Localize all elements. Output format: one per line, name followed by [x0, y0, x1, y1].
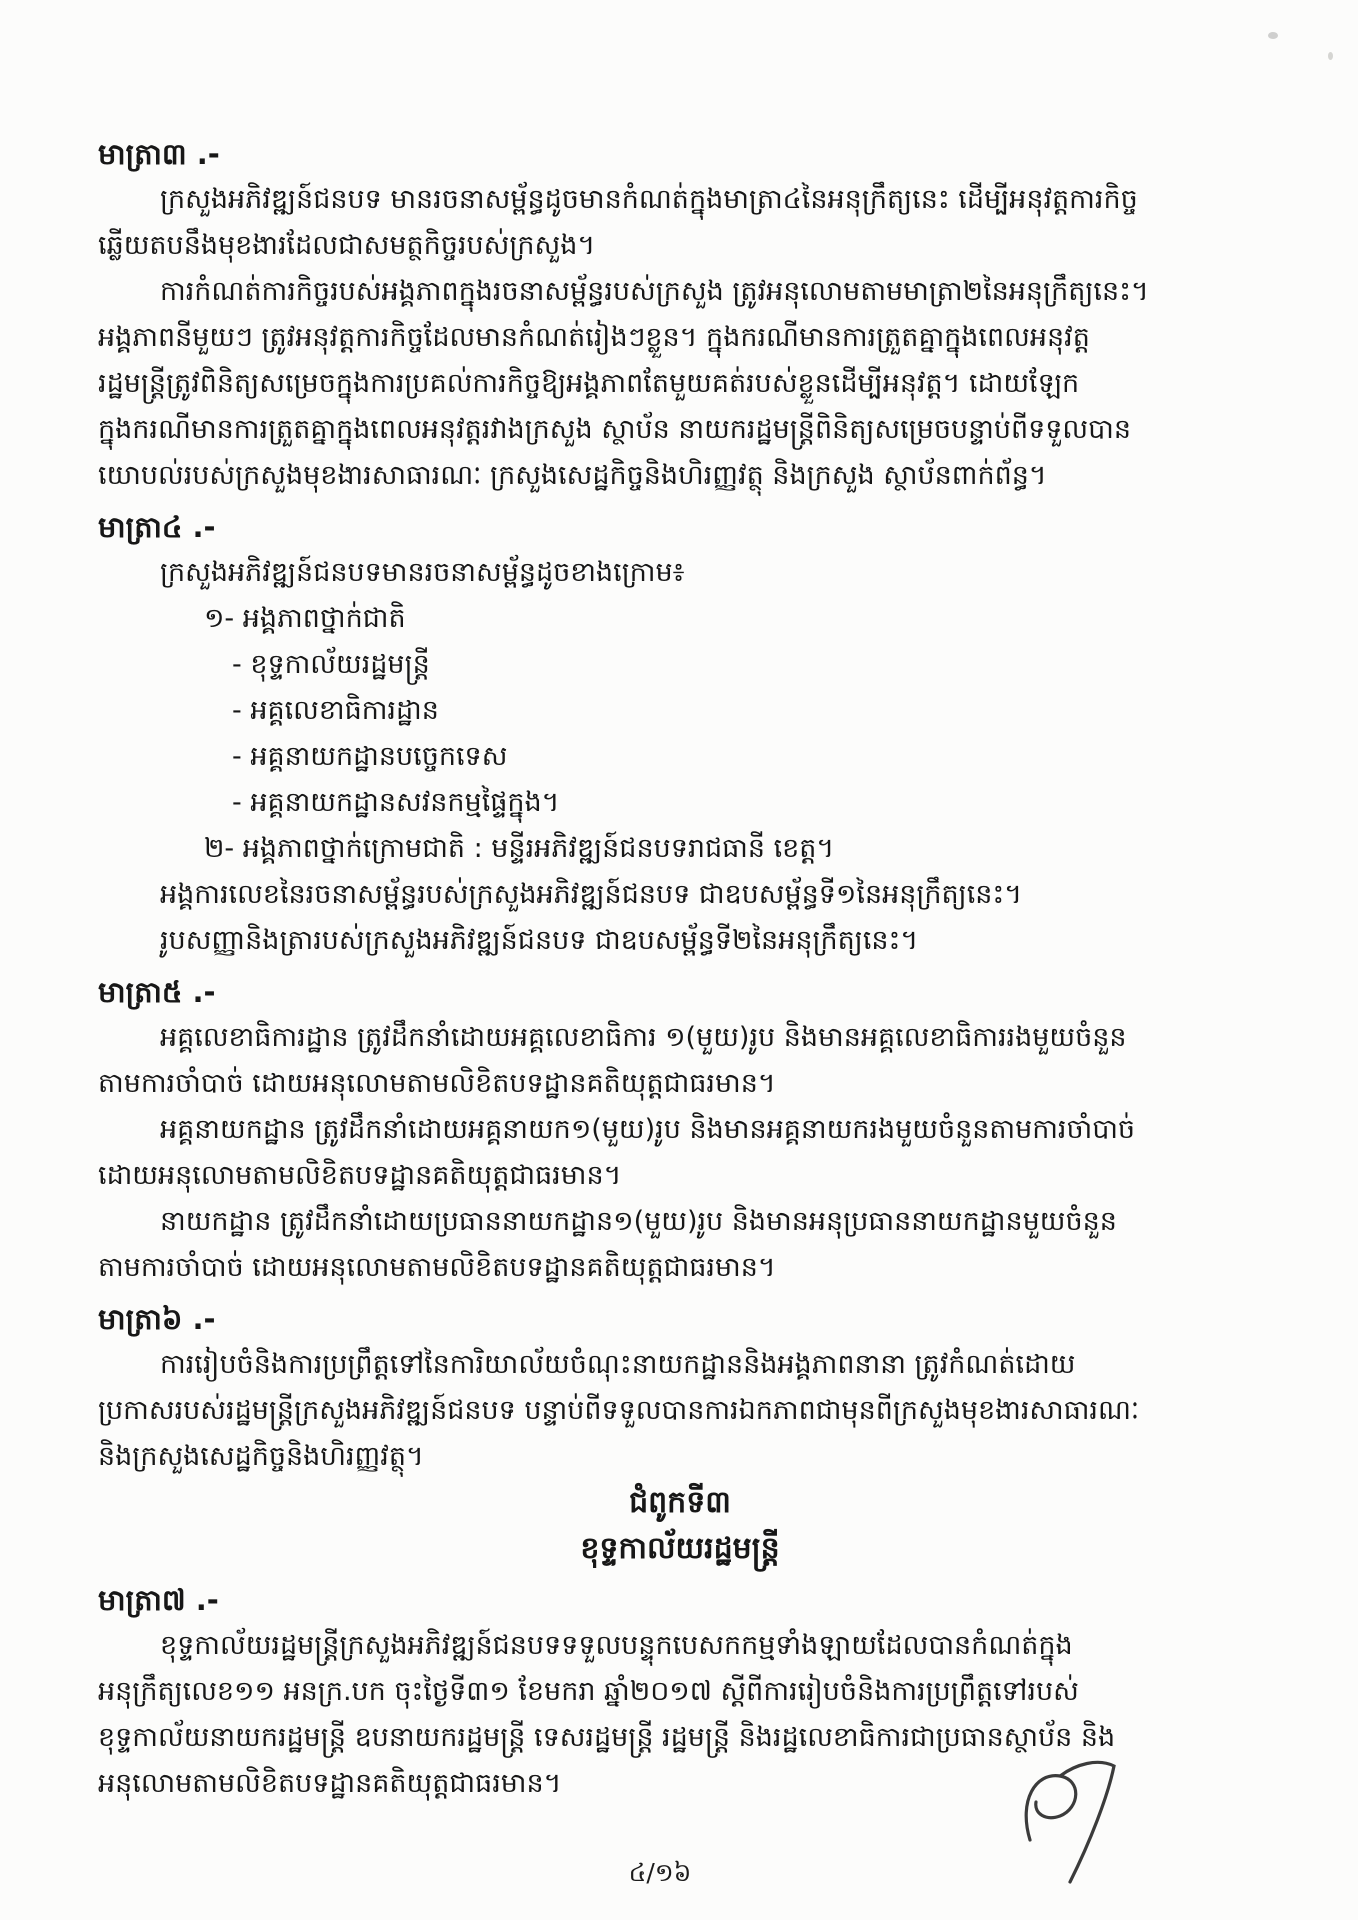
list-item-level2: - អគ្គនាយកដ្ឋានបច្ចេកទេស — [232, 741, 508, 772]
paragraph-line: និងក្រសួងសេដ្ឋកិច្ចនិងហិរញ្ញវត្ថុ។ — [98, 1441, 424, 1472]
paragraph-line: ខុទ្ទកាល័យរដ្ឋមន្ត្រីក្រសួងអភិវឌ្ឍន៍ជនបទទទួលបន្ទុកបេសកកម្មទាំងឡាយដែលបានកំណត់ក្នុង — [160, 1630, 1073, 1661]
paragraph-line: ការកំណត់ការកិច្ចរបស់អង្គភាពក្នុងរចនាសម្ព័ន្ធរបស់ក្រសួង ត្រូវអនុលោមតាមមាត្រា២នៃអនុក្រឹត្យនេះ។ — [160, 276, 1149, 307]
chapter-subheading: ខុទ្ទកាល័យរដ្ឋមន្ត្រី — [580, 1531, 780, 1566]
paragraph-line: តាមការចាំបាច់ ដោយអនុលោមតាមលិខិតបទដ្ឋានគតិយុត្តជាធរមាន។ — [98, 1252, 776, 1283]
list-item-level1: ២- អង្គភាពថ្នាក់ក្រោមជាតិ : មន្ទីរអភិវឌ្ឍន៍ជនបទរាជធានី ខេត្ត។ — [204, 833, 835, 864]
paragraph-line: អនុក្រឹត្យលេខ១១ អនក្រ.បក ចុះថ្ងៃទី៣១ ខែមករា ឆ្នាំ២០១៧ ស្តីពីការរៀបចំនិងការប្រព្រឹត្តទៅរបស់ — [98, 1676, 1079, 1707]
paragraph-line: ក្រសួងអភិវឌ្ឍន៍ជនបទមានរចនាសម្ព័ន្ធដូចខាងក្រោម៖ — [160, 557, 685, 588]
article-heading: មាត្រា៥ .- — [98, 975, 216, 1009]
paragraph-line: អគ្គលេខាធិការដ្ឋាន ត្រូវដឹកនាំដោយអគ្គលេខាធិការ ១(មួយ)រូប និងមានអគ្គលេខាធិការរងមួយចំនួន — [160, 1022, 1127, 1053]
paragraph-line: ការរៀបចំនិងការប្រព្រឹត្តទៅនៃការិយាល័យចំណុះនាយកដ្ឋាននិងអង្គភាពនានា ត្រូវកំណត់ដោយ — [160, 1349, 1076, 1380]
paragraph-line: អគ្គនាយកដ្ឋាន ត្រូវដឹកនាំដោយអគ្គនាយក១(មួយ)រូប និងមានអគ្គនាយករងមួយចំនួនតាមការចាំបាច់ — [160, 1114, 1136, 1145]
paragraph-line: តាមការចាំបាច់ ដោយអនុលោមតាមលិខិតបទដ្ឋានគតិយុត្តជាធរមាន។ — [98, 1068, 776, 1099]
document-body — [98, 126, 1262, 1807]
paragraph-line: រដ្ឋមន្ត្រីត្រូវពិនិត្យសម្រេចក្នុងការប្រគល់ការកិច្ចឱ្យអង្គភាពតែមួយគត់របស់ខ្លួនដើម្បីអនុវត្ត។ ដោយឡែក — [98, 368, 1080, 399]
paragraph-line: អនុលោមតាមលិខិតបទដ្ឋានគតិយុត្តជាធរមាន។ — [98, 1768, 562, 1799]
paragraph-line: ដោយអនុលោមតាមលិខិតបទដ្ឋានគតិយុត្តជាធរមាន។ — [98, 1160, 622, 1191]
paragraph-line: នាយកដ្ឋាន ត្រូវដឹកនាំដោយប្រធាននាយកដ្ឋាន១(មួយ)រូប និងមានអនុប្រធាននាយកដ្ឋានមួយចំនួន — [160, 1206, 1117, 1237]
article-heading: មាត្រា៦ .- — [98, 1302, 216, 1336]
paragraph-line: ឆ្លើយតបនឹងមុខងារដែលជាសមត្ថកិច្ចរបស់ក្រសួង។ — [98, 230, 596, 261]
list-item-level2: - ខុទ្ទកាល័យរដ្ឋមន្ត្រី — [232, 649, 430, 680]
scan-speck — [1268, 32, 1278, 39]
list-item-level1: ១- អង្គភាពថ្នាក់ជាតិ — [204, 603, 406, 634]
list-item-level2: - អគ្គលេខាធិការដ្ឋាន — [232, 695, 439, 726]
article-heading: មាត្រា៣ .- — [98, 137, 220, 171]
paragraph-line: ខុទ្ទកាល័យនាយករដ្ឋមន្ត្រី ឧបនាយករដ្ឋមន្ត្រី ទេសរដ្ឋមន្ត្រី រដ្ឋមន្ត្រី និងរដ្ឋលេខាធិការជាប្រធានស្ថាប័ន និង — [98, 1722, 1116, 1753]
paragraph-line: ក្រសួងអភិវឌ្ឍន៍ជនបទ មានរចនាសម្ព័ន្ធដូចមានកំណត់ក្នុងមាត្រា៤នៃអនុក្រឹត្យនេះ ដើម្បីអនុវត្តការកិច្ច — [160, 184, 1138, 215]
handwritten-initial — [1014, 1756, 1124, 1888]
paragraph-line: យោបល់របស់ក្រសួងមុខងារសាធារណៈ ក្រសួងសេដ្ឋកិច្ចនិងហិរញ្ញវត្ថុ និងក្រសួង ស្ថាប័នពាក់ព័ន្ធ។ — [98, 460, 1047, 491]
paragraph-line: អង្គភាពនីមួយៗ ត្រូវអនុវត្តការកិច្ចដែលមានកំណត់រៀងៗខ្លួន។ ក្នុងករណីមានការត្រួតគ្នាក្នុងពេលអនុវត្ត — [98, 322, 1090, 353]
list-item-level2: - អគ្គនាយកដ្ឋានសវនកម្មផ្ទៃក្នុង។ — [232, 787, 560, 818]
article-heading: មាត្រា៤ .- — [98, 510, 216, 544]
paragraph-line: អង្គការលេខនៃរចនាសម្ព័ន្ធរបស់ក្រសួងអភិវឌ្ឍន៍ជនបទ ជាឧបសម្ព័ន្ធទី១នៃអនុក្រឹត្យនេះ។ — [160, 879, 1023, 910]
article-heading: មាត្រា៧ .- — [98, 1583, 219, 1617]
page-number: ៤/១៦ — [628, 1858, 692, 1887]
paragraph-line: ក្នុងករណីមានការត្រួតគ្នាក្នុងពេលអនុវត្តរវាងក្រសួង ស្ថាប័ន នាយករដ្ឋមន្ត្រីពិនិត្យសម្រេចបន្ទាប់ពីទទួលបាន — [98, 414, 1131, 445]
paragraph-line: ប្រកាសរបស់រដ្ឋមន្ត្រីក្រសួងអភិវឌ្ឍន៍ជនបទ បន្ទាប់ពីទទួលបានការឯកភាពជាមុនពីក្រសួងមុខងារសាធារណៈ — [98, 1395, 1140, 1426]
paragraph-line: រូបសញ្ញានិងត្រារបស់ក្រសួងអភិវឌ្ឍន៍ជនបទ ជាឧបសម្ព័ន្ធទី២នៃអនុក្រឹត្យនេះ។ — [160, 925, 919, 956]
chapter-heading: ជំពូកទី៣ — [629, 1485, 731, 1520]
scan-speck — [1328, 52, 1333, 60]
